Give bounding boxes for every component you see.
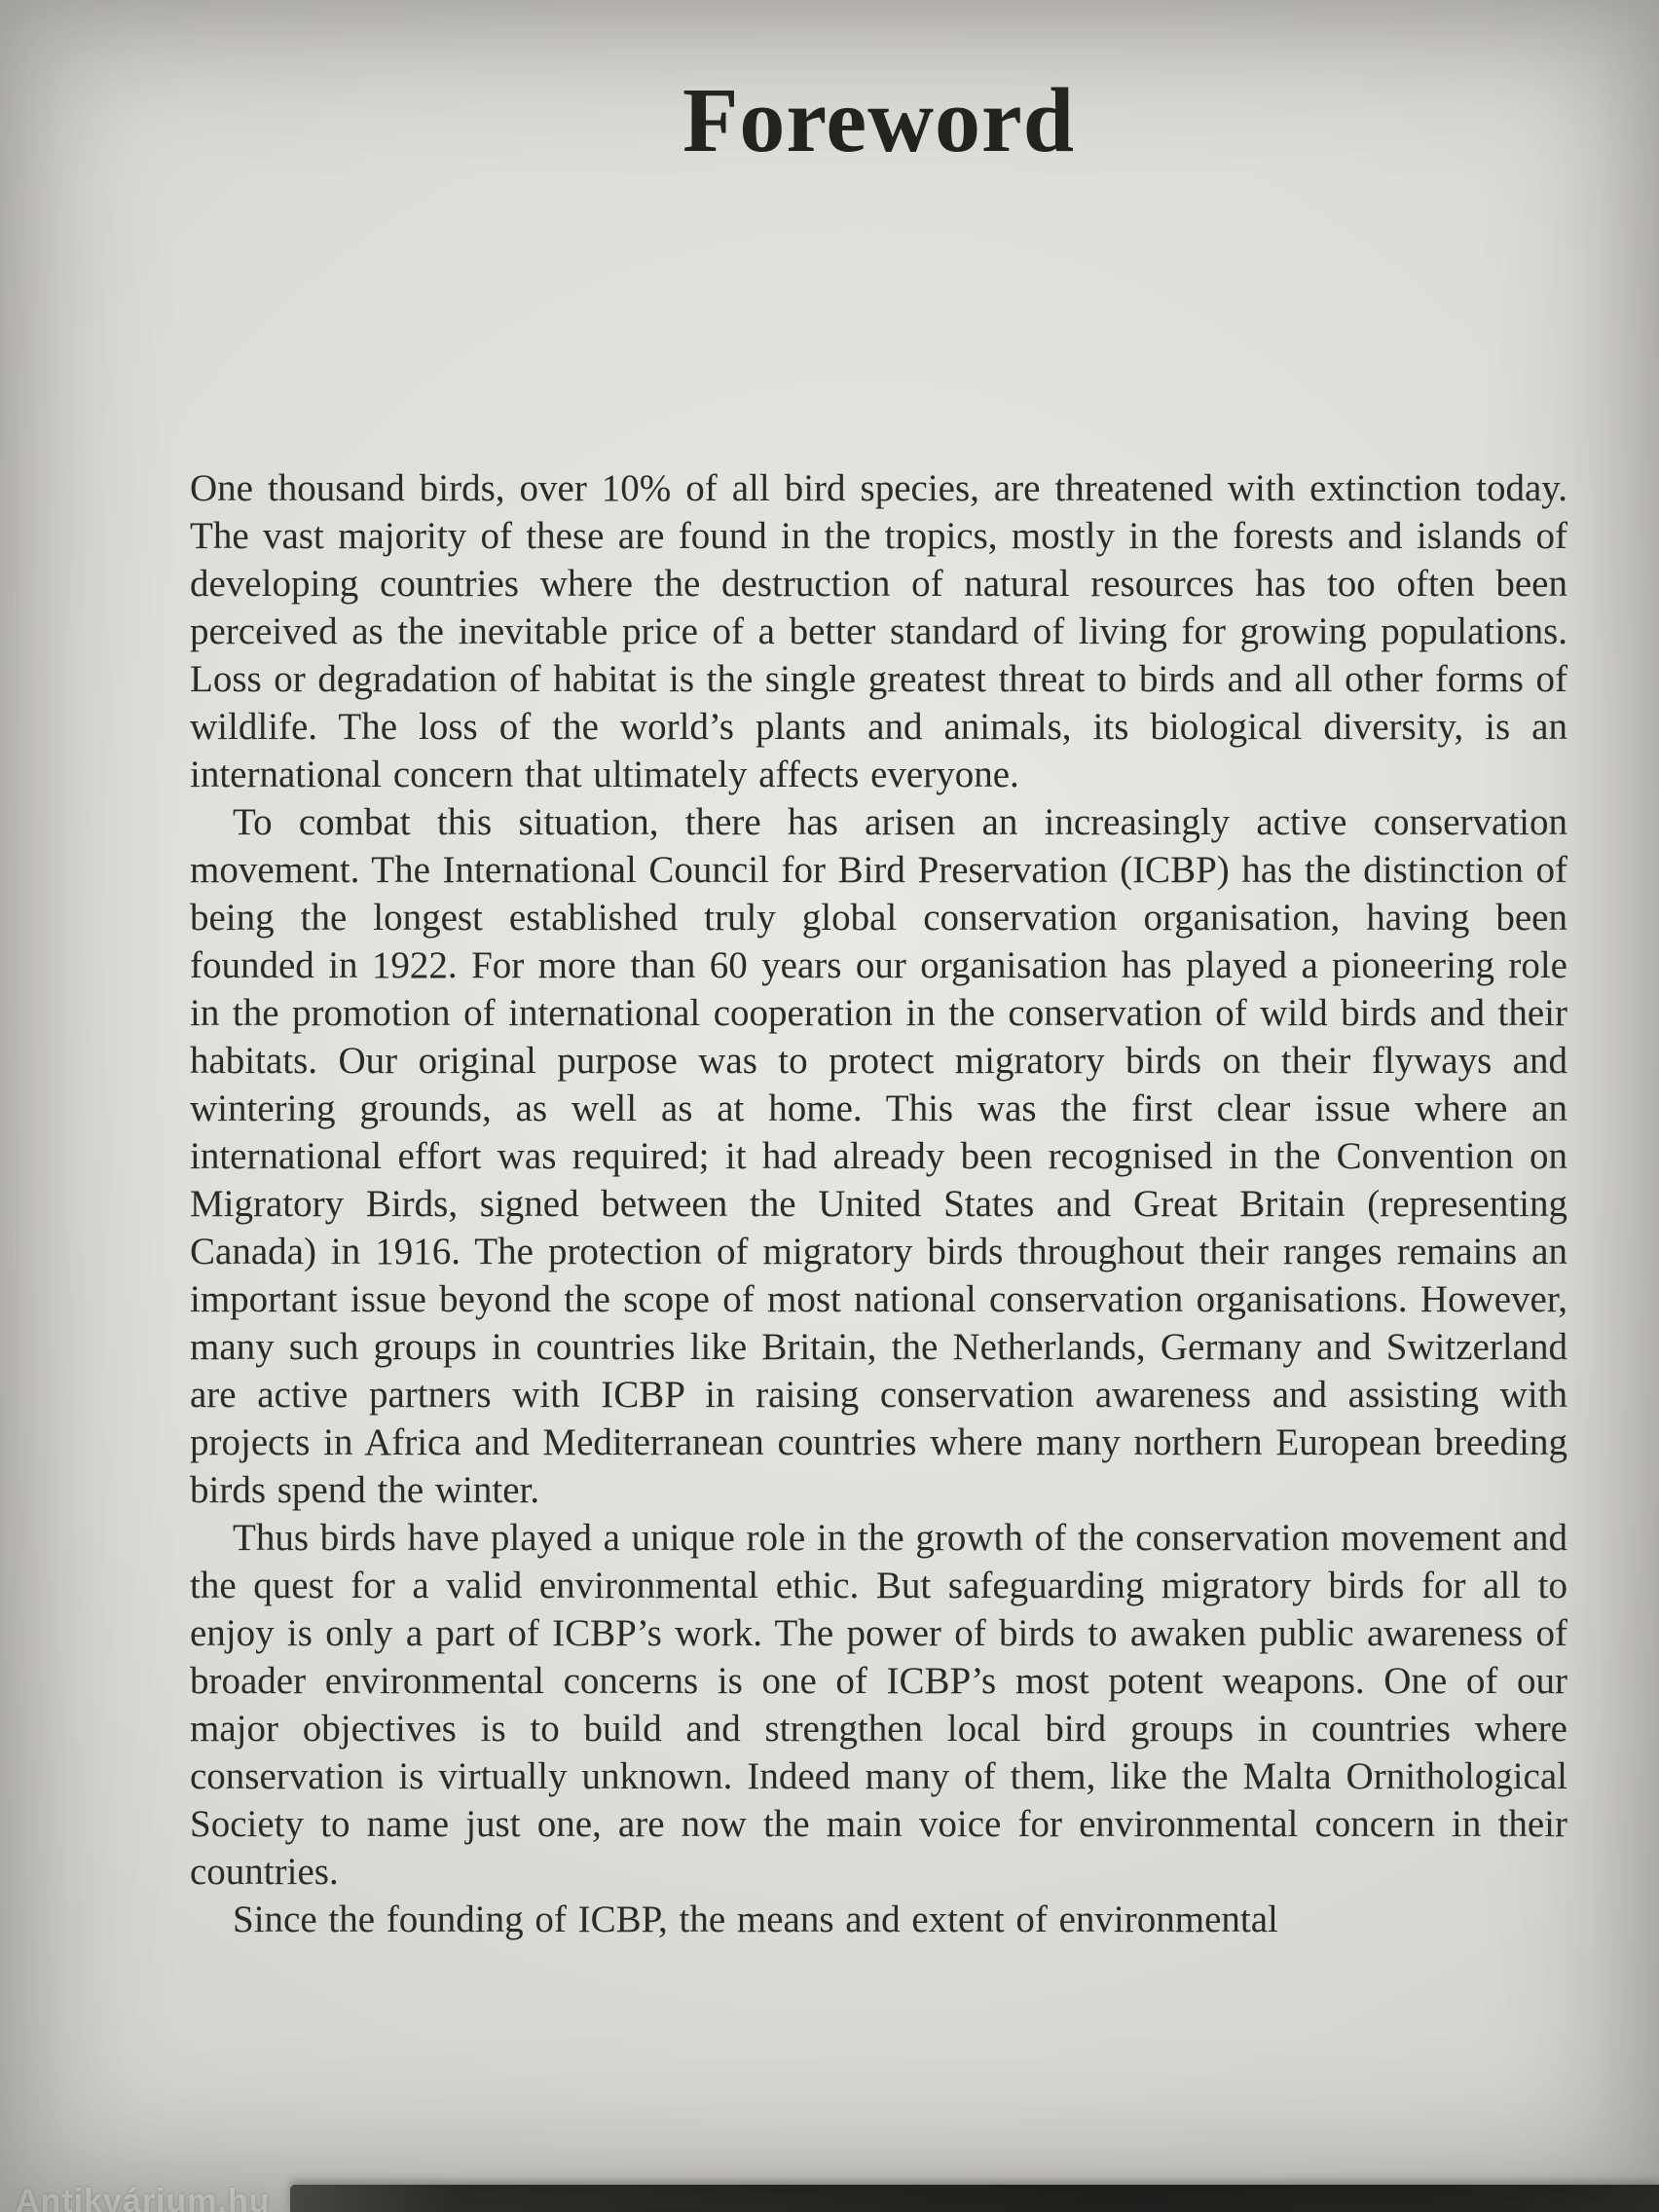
foreword-paragraph-1: One thousand birds, over 10% of all bird species, are threatened with extinction today. The vast majority of these are found in the tropics, mostly in the forests and islands of developing countries where the destruction of natural resources has too often been perceived as the inevitable price of a better standard of living for growing populations. Loss or degradation of habitat is the single greatest threat to birds and all other forms of wildlife. The loss of the world’s plants and animals, its biological diversity, is an international concern that ultimately affects everyone. [190,467,1567,796]
foreword-paragraph-3: Thus birds have played a unique role in the growth of the conservation movement and the quest for a valid environmental ethic. But safeguarding migratory birds for all to enjoy is only a part of ICBP’s work. The power of birds to awaken public awareness of broader environmental concerns is one of ICBP’s most potent weapons. One of our major objectives is to build and strengthen local bird groups in countries where conservation is virtually unknown. Indeed many of them, like the Malta Ornithological Society to name just one, are now the main voice for environmental concern in their countries. [190,1517,1567,1894]
foreword-content [190,51,1567,1943]
antikvarium-watermark: Antikvárium.hu [16,2183,271,2212]
page-title: Foreword [682,70,1076,171]
foreword-paragraph-4: Since the founding of ICBP, the means and extent of environmental [233,1899,1278,1941]
foreword-paragraph-2: To combat this situation, there has arisen an increasingly active conservation movement. The International Council for Bird Preservation (ICBP) has the distinction of being the longest established truly global conservation organisation, having been founded in 1922. For more than 60 years our organisation has played a pioneering role in the promotion of international cooperation in the conservation of wild birds and their habitats. Our original purpose was to protect migratory birds on their flyways and wintering grounds, as well as at home. This was the first clear issue where an international effort was required; it had already been recognised in the Convention on Migratory Birds, signed between the United States and Great Britain (representing Canada) in 1916. The protection of migratory birds throughout their ranges remains an important issue beyond the scope of most national conservation organisations. However, many such groups in countries like Britain, the Netherlands, Germany and Switzerland are active partners with ICBP in raising conservation awareness and assisting with projects in Africa and Mediterranean countries where many northern European breeding birds spend the winter. [190,801,1567,1512]
foreword-body [190,464,1567,1943]
scan-edge-shadow [290,2185,1659,2212]
